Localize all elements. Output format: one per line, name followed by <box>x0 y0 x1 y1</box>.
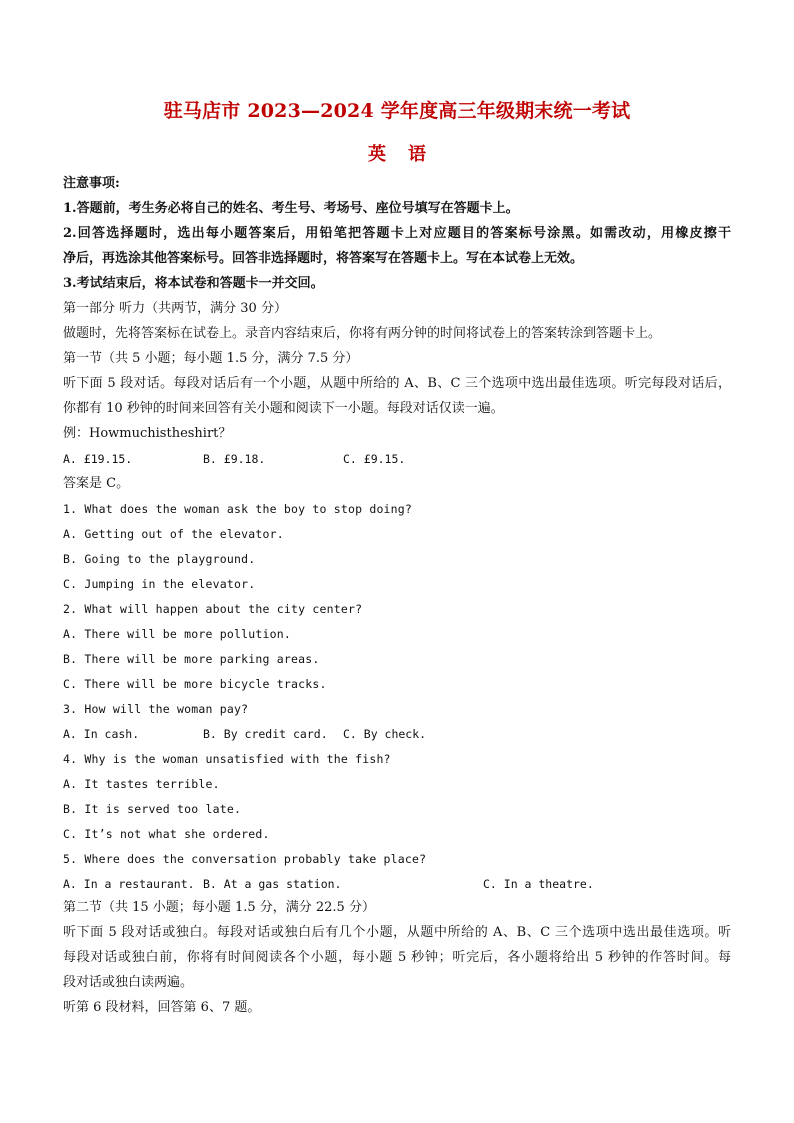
exam-title: 驻马店市 2023—2024 学年度高三年级期末统一考试 <box>163 100 631 122</box>
example-option-b: B. £9.18. <box>203 452 266 466</box>
question-4-option-c: C. It’s not what she ordered. <box>63 827 270 841</box>
question-4-option-a: A. It tastes terrible. <box>63 777 220 791</box>
example-option-c: C. £9.15. <box>343 452 406 466</box>
question-1-option-b: B. Going to the playground. <box>63 552 256 566</box>
question-2-option-c: C. There will be more bicycle tracks. <box>63 677 327 691</box>
section1-heading: 第一节（共 5 小题；每小题 1.5 分，满分 7.5 分） <box>63 351 359 366</box>
question-4-option-b: B. It is served too late. <box>63 802 242 816</box>
notice-item-2-cont: 净后，再选涂其他答案标号。回答非选择题时，将答案写在答题卡上。写在本试卷上无效。 <box>63 251 584 266</box>
question-2-option-a: A. There will be more pollution. <box>63 627 291 641</box>
question-5-option-a: A. In a restaurant. <box>63 877 195 891</box>
notice-item-3: 3.考试结束后，将本试卷和答题卡一并交回。 <box>63 276 324 291</box>
part1-instruction: 做题时，先将答案标在试卷上。录音内容结束后，你将有两分钟的时间将试卷上的答案转涂到答题卡上。 <box>63 326 662 341</box>
question-1: 1. What does the woman ask the boy to stop doing? <box>63 502 413 516</box>
section2-instruction-1: 听下面 5 段对话或独白。每段对话或独白后有几个小题，从题中所给的 A、B、C 三个选项中选出最佳选项。听 <box>63 925 731 940</box>
example-answer: 答案是 C。 <box>63 476 130 491</box>
question-1-option-c: C. Jumping in the elevator. <box>63 577 256 591</box>
notice-item-1: 1.答题前，考生务必将自己的姓名、考生号、考场号、座位号填写在答题卡上。 <box>63 201 519 216</box>
question-3-option-a: A. In cash. <box>63 727 140 741</box>
question-4: 4. Why is the woman unsatisfied with the fish? <box>63 752 391 766</box>
question-5: 5. Where does the conversation probably take place? <box>63 852 427 866</box>
subject-title: 英语 <box>368 144 448 165</box>
part1-heading: 第一部分 听力（共两节，满分 30 分） <box>63 301 287 316</box>
question-2-option-b: B. There will be more parking areas. <box>63 652 320 666</box>
section2-heading: 第二节（共 15 小题；每小题 1.5 分，满分 22.5 分） <box>63 900 375 915</box>
example-question: 例：Howmuchistheshirt？ <box>63 426 232 441</box>
question-5-option-b: B. At a gas station. <box>203 877 342 891</box>
question-3-option-c: C. By check. <box>343 727 427 741</box>
question-3-option-b: B. By credit card. <box>203 727 328 741</box>
notice-item-2: 2.回答选择题时，选出每小题答案后，用铅笔把答题卡上对应题目的答案标号涂黑。如需改动，用橡皮擦干 <box>63 226 731 241</box>
section1-instruction-1: 听下面 5 段对话。每段对话后有一个小题，从题中所给的 A、B、C 三个选项中选出最佳选项。听完每段对话后， <box>63 376 731 391</box>
section2-material: 听第 6 段材料，回答第 6、7 题。 <box>63 1000 261 1015</box>
notice-heading: 注意事项: <box>63 176 120 191</box>
example-option-a: A. £19.15. <box>63 452 133 466</box>
question-5-option-c: C. In a theatre. <box>483 877 594 891</box>
question-1-option-a: A. Getting out of the elevator. <box>63 527 284 541</box>
section2-instruction-2: 每段对话或独白前，你将有时间阅读各个小题，每小题 5 秒钟；听完后，各小题将给出 5 秒钟的作答时间。每 <box>63 950 731 965</box>
section1-instruction-2: 你都有 10 秒钟的时间来回答有关小题和阅读下一小题。每段对话仅读一遍。 <box>63 401 504 416</box>
question-2: 2. What will happen about the city center? <box>63 602 363 616</box>
question-3: 3. How will the woman pay? <box>63 702 249 716</box>
section2-instruction-3: 段对话或独白读两遍。 <box>63 975 194 990</box>
